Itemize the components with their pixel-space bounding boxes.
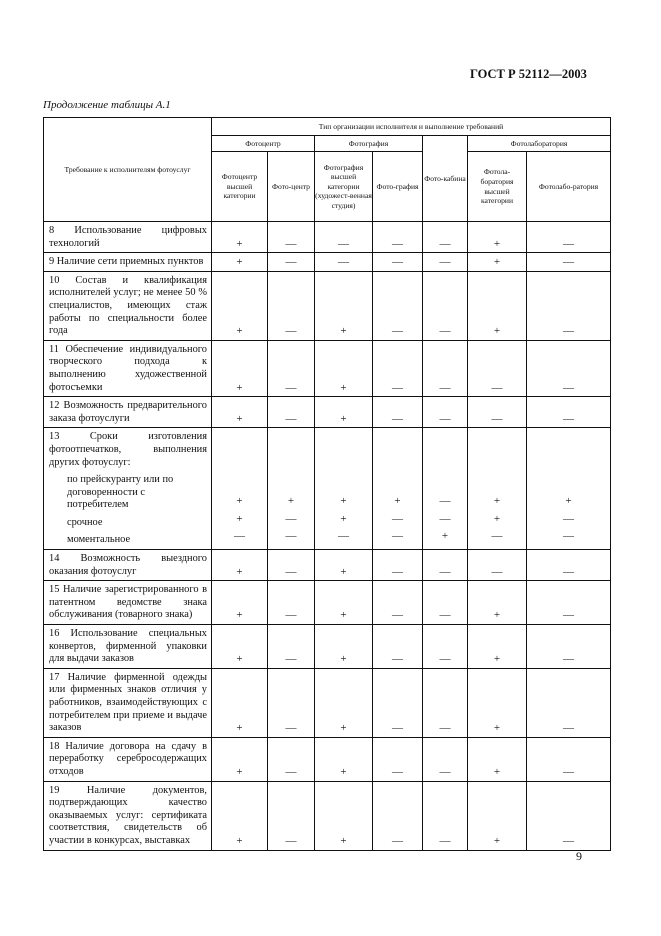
mark-value: + [315, 781, 373, 850]
mark-value: — [423, 397, 468, 428]
mark-value: — [527, 550, 611, 581]
mark-value: + [212, 581, 268, 625]
header-group-photocenter: Фотоцентр [212, 136, 315, 152]
mark-value: + [212, 253, 268, 272]
table-row [44, 581, 611, 625]
mark-value: + [212, 668, 268, 737]
header-col-photocenter-high: Фотоцентр высшей категории [212, 152, 268, 222]
mark-value: — [527, 625, 611, 669]
mark-value: — [423, 581, 468, 625]
requirement-cell [44, 737, 212, 781]
mark-value: — [285, 530, 297, 543]
header-col-photolab-high: Фотола-боратория высшей категории [468, 152, 527, 222]
header-organization-type: Тип организации исполнителя и выполнение требований [212, 118, 611, 136]
mark-value: + [565, 495, 572, 508]
mark-value: — [527, 668, 611, 737]
table-row [44, 668, 611, 737]
mark-value: — [468, 550, 527, 581]
requirement-cell [44, 428, 212, 550]
table-row [44, 222, 611, 253]
mark-value: + [394, 495, 401, 508]
mark-value: + [468, 581, 527, 625]
requirement-cell [44, 222, 212, 253]
mark-value: — [468, 397, 527, 428]
mark-value: + [315, 737, 373, 781]
mark-value: + [212, 737, 268, 781]
mark-value: + [493, 513, 501, 526]
header-col-photolab: Фотолабо-ратория [527, 152, 611, 222]
mark-value: — [373, 668, 423, 737]
requirement-subitem: моментальное [67, 534, 131, 546]
mark-value: + [315, 581, 373, 625]
mark-value: — [527, 271, 611, 340]
table-row [44, 340, 611, 396]
table-row [44, 397, 611, 428]
requirement-text: 19 Наличие документов, подтверждающих качество оказываемых услуг: сертификата соответствия, свидетельств об участии в конкурсах, выставках [49, 784, 207, 846]
page-number: 9 [576, 849, 582, 863]
requirements-table [43, 117, 611, 851]
mark-value: — [423, 222, 468, 253]
mark-value: — [423, 550, 468, 581]
header-group-photolab: Фотолаборатория [468, 136, 611, 152]
requirement-subitem: срочное [67, 516, 103, 528]
mark-value: + [212, 271, 268, 340]
mark-value: + [315, 271, 373, 340]
mark-value: + [212, 781, 268, 850]
mark-value: — [373, 253, 423, 272]
requirement-cell [44, 581, 212, 625]
mark-value: — [268, 737, 315, 781]
header-group-photography: Фотография [315, 136, 423, 152]
mark-value: + [493, 495, 501, 508]
mark-value: — [392, 513, 403, 526]
header-col-photography: Фото-графия [373, 152, 423, 222]
header-requirement: Требование к исполнителям фотоуслуг [44, 118, 212, 222]
mark-value: + [212, 625, 268, 669]
mark-value: — [423, 668, 468, 737]
mark-value: — [423, 271, 468, 340]
mark-value: — [268, 781, 315, 850]
mark-value: + [315, 550, 373, 581]
mark-value: — [315, 222, 373, 253]
mark-value: + [287, 495, 295, 508]
mark-value: — [423, 340, 468, 396]
mark-cell [468, 428, 527, 550]
mark-value: + [236, 495, 243, 508]
mark-value: + [468, 271, 527, 340]
mark-value: + [468, 668, 527, 737]
mark-value: + [468, 737, 527, 781]
mark-value: + [315, 625, 373, 669]
mark-value: — [527, 737, 611, 781]
requirement-text: 12 Возможность предварительного заказа фотоуслуги [49, 400, 207, 424]
mark-value: + [315, 397, 373, 428]
mark-value: — [234, 530, 245, 543]
mark-cell [373, 428, 423, 550]
mark-value: — [373, 397, 423, 428]
mark-value: — [268, 340, 315, 396]
mark-value: — [268, 550, 315, 581]
mark-value: — [563, 513, 575, 526]
mark-value: — [338, 530, 349, 543]
standard-number: ГОСТ Р 52112—2003 [470, 67, 587, 81]
mark-value: + [468, 222, 527, 253]
mark-cell [315, 428, 373, 550]
mark-cell [212, 428, 268, 550]
mark-value: + [212, 397, 268, 428]
table-row [44, 428, 611, 550]
mark-value: + [340, 513, 347, 526]
requirement-text: 13 Сроки изготовления фотоотпечатков, выполнения других фотоуслуг: [49, 431, 207, 468]
mark-value: — [423, 737, 468, 781]
requirement-text: 15 Наличие зарегистрированного в патентном ведомстве знака обслуживания (товарного знака) [49, 584, 207, 621]
mark-value: — [373, 625, 423, 669]
mark-value: — [285, 513, 297, 526]
mark-value: — [527, 397, 611, 428]
requirement-cell [44, 550, 212, 581]
mark-value: + [468, 781, 527, 850]
requirement-subitem: по прейскуранту или по договоренности с потребителем [67, 474, 174, 511]
mark-value: — [373, 222, 423, 253]
mark-value: — [439, 513, 451, 526]
table-row [44, 550, 611, 581]
mark-value: — [439, 495, 451, 508]
mark-value: — [423, 625, 468, 669]
mark-cell [268, 428, 315, 550]
requirement-text: 11 Обеспечение индивидуального творческого подхода к выполнению художественной фотосъемки [49, 343, 207, 393]
table-row [44, 271, 611, 340]
requirement-text: 14 Возможность выездного оказания фотоуслуг [49, 553, 207, 577]
mark-value: + [468, 253, 527, 272]
mark-value: — [468, 340, 527, 396]
mark-value: — [268, 581, 315, 625]
table-caption: Продолжение таблицы А.1 [43, 99, 171, 111]
mark-value: + [468, 625, 527, 669]
mark-value: — [315, 253, 373, 272]
mark-cell [423, 428, 468, 550]
requirement-cell [44, 781, 212, 850]
table-row [44, 781, 611, 850]
mark-value: + [315, 668, 373, 737]
mark-value: + [315, 340, 373, 396]
mark-value: — [268, 253, 315, 272]
requirement-cell [44, 668, 212, 737]
requirement-text: 16 Использование специальных конвертов, фирменной упаковки для выдачи заказов [49, 628, 207, 665]
mark-value: — [527, 581, 611, 625]
requirement-text: 18 Наличие договора на сдачу в переработку серебросодержащих отходов [49, 740, 207, 777]
mark-value: + [236, 513, 243, 526]
mark-value: — [373, 737, 423, 781]
mark-value: — [563, 530, 575, 543]
mark-value: + [441, 530, 449, 543]
mark-value: — [268, 222, 315, 253]
mark-value: — [491, 530, 503, 543]
mark-value: + [212, 550, 268, 581]
mark-value: + [212, 340, 268, 396]
requirement-cell [44, 397, 212, 428]
mark-value: — [373, 271, 423, 340]
mark-value: — [268, 625, 315, 669]
mark-value: — [423, 253, 468, 272]
mark-value: + [212, 222, 268, 253]
table-row [44, 625, 611, 669]
requirement-cell [44, 253, 212, 272]
requirement-cell [44, 625, 212, 669]
header-col-photocenter: Фото-центр [268, 152, 315, 222]
mark-value: — [527, 253, 611, 272]
table-row [44, 737, 611, 781]
header-col-photobooth: Фото-кабина [423, 136, 468, 222]
mark-cell [527, 428, 611, 550]
requirement-text: 10 Состав и квалификация исполнителей услуг; не менее 50 % специалистов, имеющих стаж работы по специальности более года [49, 274, 207, 337]
mark-value: — [527, 222, 611, 253]
mark-value: — [423, 781, 468, 850]
mark-value: + [340, 495, 347, 508]
requirement-text: 8 Использование цифровых технологий [49, 225, 207, 249]
mark-value: — [373, 581, 423, 625]
requirement-cell [44, 340, 212, 396]
requirement-cell [44, 271, 212, 340]
mark-value: — [373, 781, 423, 850]
mark-value: — [373, 340, 423, 396]
requirement-text: 9 Наличие сети приемных пунктов [49, 256, 204, 268]
mark-value: — [268, 271, 315, 340]
header-col-photography-high: Фотография высшей категории (художест-венная студия) [315, 152, 373, 222]
mark-value: — [527, 340, 611, 396]
table-row [44, 253, 611, 272]
mark-value: — [268, 397, 315, 428]
mark-value: — [373, 550, 423, 581]
mark-value: — [392, 530, 403, 543]
requirement-text: 17 Наличие фирменной одежды или фирменных знаков отличия у работников, взаимодействующих с потребителем при приеме и выдаче заказов [49, 671, 207, 734]
mark-value: — [527, 781, 611, 850]
mark-value: — [268, 668, 315, 737]
